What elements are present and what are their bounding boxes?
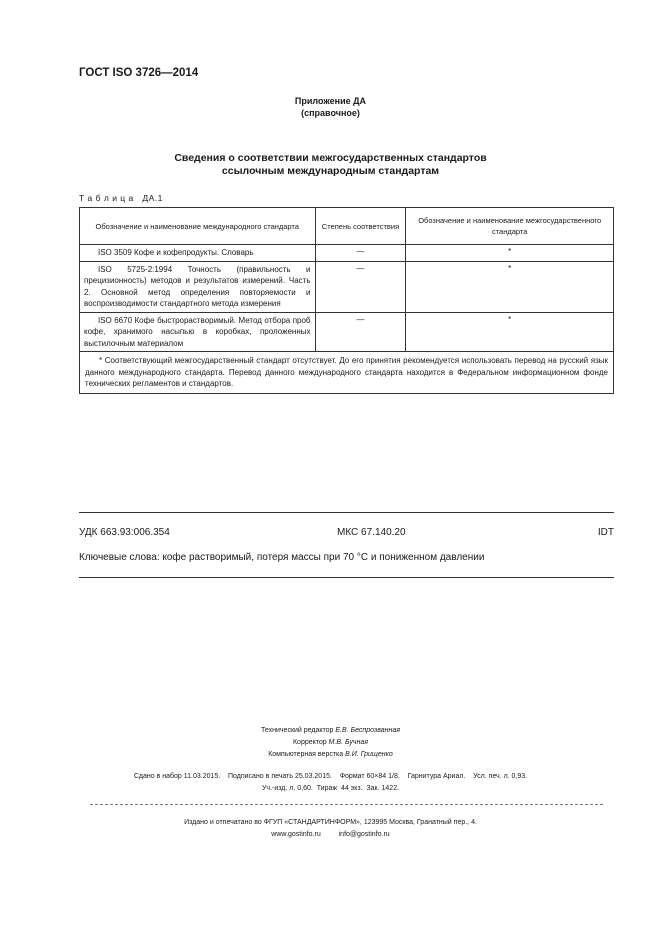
cell-degree: — [315, 312, 406, 352]
appendix-title: Приложение ДА [294, 96, 367, 106]
cell-standard: ISO 5725-2:1994 Точность (правильность и прецизионность) методов и результатов измерений. Часть 2. Основной метод определения повторяемости и воспроизводимости стандартного метода измерения [80, 261, 316, 312]
corrector-name: М.В. Бучная [328, 739, 369, 746]
standards-table [79, 207, 614, 394]
corrector-line [0, 737, 661, 749]
publisher-line: Издано и отпечатано во ФГУП «СТАНДАРТИНФОРМ», 123995 Москва, Гранатный пер., 4. [184, 819, 477, 826]
cell-interstate: * [406, 261, 614, 312]
cell-degree: — [315, 245, 406, 262]
table-label: Т а б л и ц а ДА.1 [79, 193, 163, 203]
idt-mark: IDT [597, 527, 614, 538]
layout-label: Компьютерная верстка [268, 751, 344, 758]
corrector-label: Корректор [292, 739, 327, 746]
table-header-row [80, 208, 614, 245]
top-divider [79, 512, 614, 513]
table-row [80, 261, 614, 312]
document-title [0, 152, 661, 178]
bottom-divider [79, 577, 614, 578]
print-info-line1: Сдано в набор 11.03.2015. Подписано в печать 25.03.2015. Формат 60×84 1/8. Гарнитура Ариал. Усл. печ. л. 0,93. [133, 773, 528, 780]
layout-line [0, 749, 661, 761]
cell-interstate: * [406, 312, 614, 352]
layout-name: В.И. Грищенко [345, 751, 393, 758]
table-row [80, 312, 614, 352]
cell-standard: ISO 6670 Кофе быстрорастворимый. Метод отбора проб кофе, хранимого насыпью в коробках, проложенных выстилочным материалом [80, 312, 316, 352]
tech-editor-name: Е.В. Беспрозванная [335, 727, 400, 734]
header-international: Обозначение и наименование международного стандарта [80, 208, 316, 245]
print-info-line2: Уч.-изд. л. 0,60. Тираж 44 экз. Зак. 1422. [261, 785, 400, 792]
document-code: ГОСТ ISO 3726—2014 [79, 67, 199, 79]
header-interstate: Обозначение и наименование межгосударственного стандарта [406, 208, 614, 245]
udk-code: УДК 663.93:006.354 [79, 527, 170, 538]
dashed-divider [90, 804, 603, 805]
table-footnote: * Соответствующий межгосударственный стандарт отсутствует. До его принятия рекомендуется использовать перевод на русский язык данного международного стандарта. Перевод данного международного стандарта находится в Федеральном информационном фонде технических регламентов и стандартов. [80, 352, 614, 394]
mks-code: МКС 67.140.20 [337, 527, 406, 538]
cell-degree: — [315, 261, 406, 312]
tech-editor-line [0, 725, 661, 737]
document-title-line1: Сведения о соответствии межгосударственных стандартов [174, 152, 487, 164]
table-row [80, 245, 614, 262]
appendix-subtitle: (справочное) [301, 108, 360, 118]
header-degree: Степень соответствия [315, 208, 406, 245]
table-footnote-row [80, 352, 614, 394]
contacts-line [0, 829, 661, 841]
cell-interstate: * [406, 245, 614, 262]
website-link[interactable]: www.gostinfo.ru [271, 831, 321, 838]
cell-standard: ISO 3509 Кофе и кофепродукты. Словарь [80, 245, 316, 262]
email-link[interactable]: info@gostinfo.ru [338, 831, 390, 838]
document-title-line2: ссылочным международным стандартам [221, 165, 440, 177]
tech-editor-label: Технический редактор [261, 727, 334, 734]
keywords: Ключевые слова: кофе растворимый, потеря массы при 70 °С и пониженном давлении [79, 552, 485, 563]
